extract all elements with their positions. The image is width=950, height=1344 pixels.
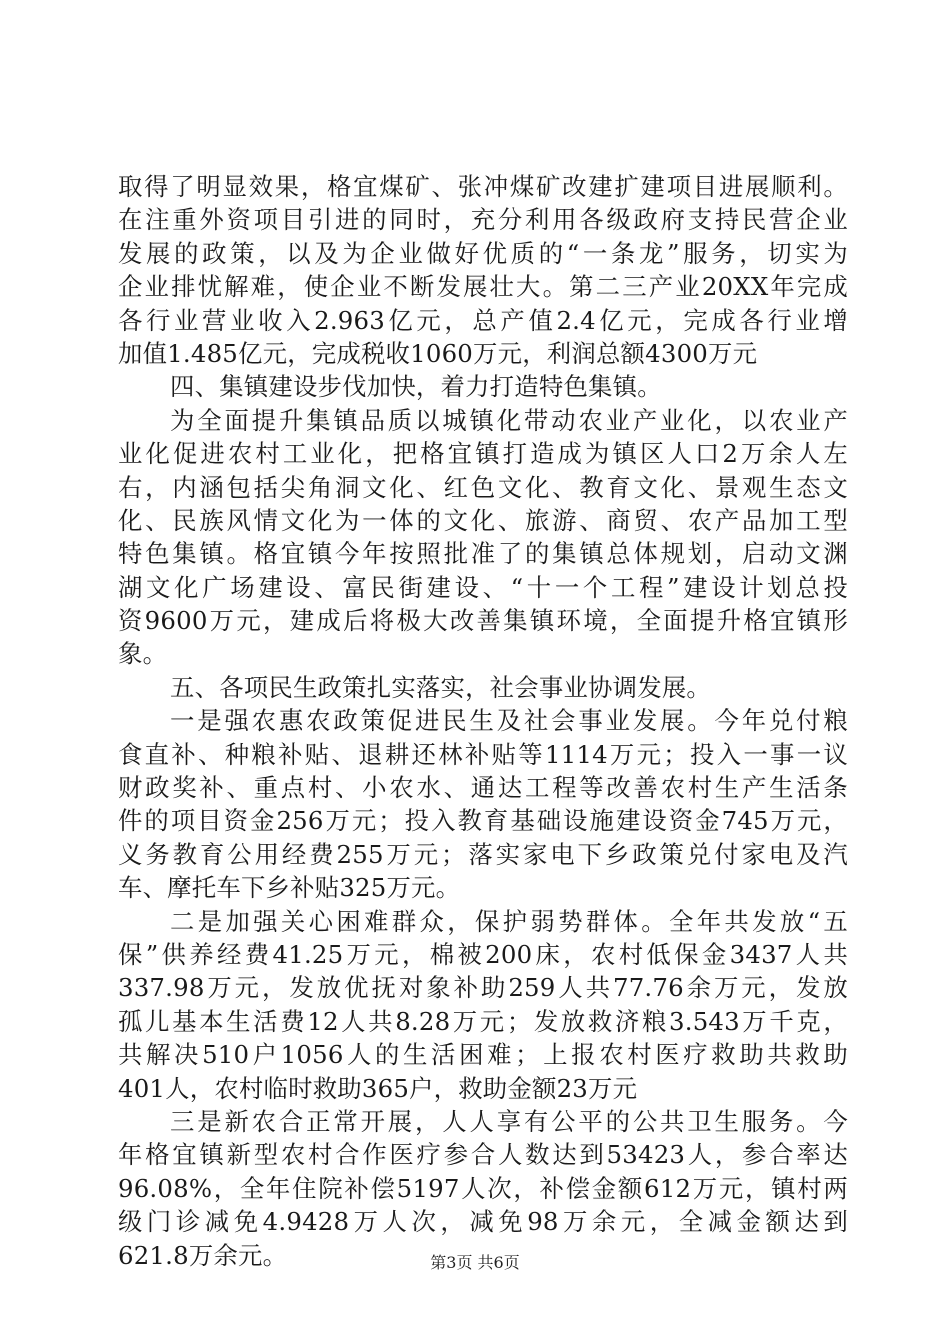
- text-line: 保”供养经费41.25万元，棉被200床，农村低保金3437人共: [118, 939, 848, 969]
- text-line: 在注重外资项目引进的同时，充分利用各级政府支持民营企业: [118, 205, 848, 235]
- text-line: 资9600万元，建成后将极大改善集镇环境，全面提升格宜镇形: [118, 606, 848, 636]
- text-line: 义务教育公用经费255万元；落实家电下乡政策兑付家电及汽: [118, 839, 848, 869]
- text-line: 621.8万余元。: [118, 1240, 288, 1270]
- text-line: 化、民族风情文化为一体的文化、旅游、商贸、农产品加工型: [118, 505, 848, 535]
- section-heading: 四、集镇建设步伐加快，着力打造特色集镇。: [170, 372, 662, 402]
- text-line: 96.08%，全年住院补偿5197人次，补偿金额612万元，镇村两: [118, 1173, 848, 1203]
- text-line: 发展的政策，以及为企业做好优质的“一条龙”服务，切实为: [118, 238, 848, 268]
- text-line: 年格宜镇新型农村合作医疗参合人数达到53423人，参合率达: [118, 1140, 848, 1170]
- text-line: 337.98万元，发放优抚对象补助259人共77.76余万元，发放: [118, 973, 848, 1003]
- text-line: 取得了明显效果，格宜煤矿、张冲煤矿改建扩建项目进展顺利。: [118, 172, 848, 201]
- text-line: 二是加强关心困难群众，保护弱势群体。全年共发放“五: [170, 906, 848, 936]
- text-line: 件的项目资金256万元；投入教育基础设施建设资金745万元，: [118, 806, 848, 836]
- text-line: 车、摩托车下乡补贴325万元。: [118, 873, 461, 903]
- text-line: 为全面提升集镇品质以城镇化带动农业产业化，以农业产: [170, 405, 848, 435]
- text-line: 各行业营业收入2.963亿元，总产值2.4亿元，完成各行业增: [118, 305, 848, 335]
- text-line: 右，内涵包括尖角洞文化、红色文化、教育文化、景观生态文: [118, 472, 848, 502]
- text-line: 湖文化广场建设、富民街建设、“十一个工程”建设计划总投: [118, 572, 848, 602]
- text-line: 401人，农村临时救助365户，救助金额23万元: [118, 1073, 638, 1103]
- text-line: 共解决510户1056人的生活困难；上报农村医疗救助共救助: [118, 1040, 848, 1070]
- text-line: 三是新农合正常开展，人人享有公平的公共卫生服务。今: [170, 1106, 848, 1136]
- text-line: 加值1.485亿元，完成税收1060万元，利润总额4300万元: [118, 338, 758, 368]
- page-footer: [0, 1253, 950, 1273]
- text-line: 孤儿基本生活费12人共8.28万元；发放救济粮3.543万千克，: [118, 1006, 848, 1036]
- text-line: 财政奖补、重点村、小农水、通达工程等改善农村生产生活条: [118, 773, 848, 803]
- text-line: 一是强农惠农政策促进民生及社会事业发展。今年兑付粮: [170, 706, 848, 736]
- body-text: [118, 170, 848, 1272]
- page-number-label: 第3页 共6页: [430, 1253, 520, 1272]
- text-line: 食直补、种粮补贴、退耕还林补贴等1114万元；投入一事一议: [118, 739, 848, 769]
- text-line: 级门诊减免4.9428万人次，减免98万余元，全减金额达到: [118, 1207, 848, 1237]
- section-heading: 五、各项民生政策扎实落实，社会事业协调发展。: [170, 672, 711, 702]
- text-line: 特色集镇。格宜镇今年按照批准了的集镇总体规划，启动文渊: [118, 539, 848, 569]
- text-line: 业化促进农村工业化，把格宜镇打造成为镇区人口2万余人左: [118, 439, 848, 469]
- text-line: 企业排忧解难，使企业不断发展壮大。第二三产业20XX年完成: [118, 272, 848, 302]
- text-line: 象。: [118, 639, 168, 669]
